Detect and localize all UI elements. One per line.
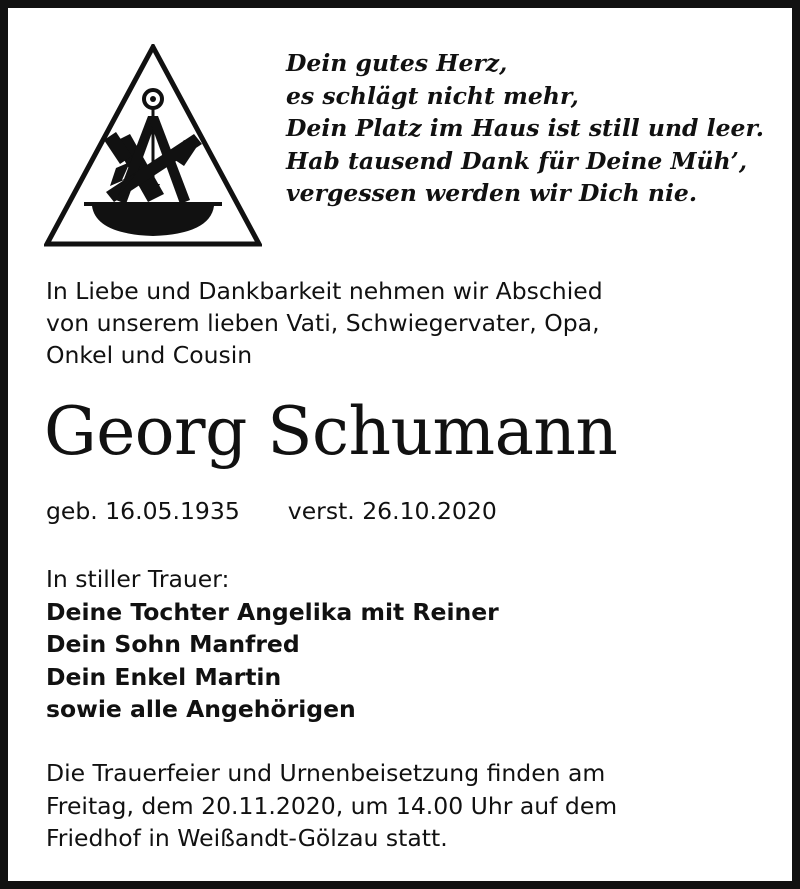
- poem-line: Hab tausend Dank für Deine Müh’,: [286, 146, 748, 175]
- poem-line: Dein Platz im Haus ist still und leer.: [286, 114, 764, 142]
- ceremony-line: Friedhof in Weißandt-Gölzau statt.: [46, 824, 448, 852]
- intro-line: von unserem lieben Vati, Schwiegervater, Opa,: [46, 309, 600, 337]
- intro-line: Onkel und Cousin: [46, 341, 253, 369]
- mourners-heading: In stiller Trauer:: [46, 565, 230, 593]
- mourner-name: Deine Tochter Angelika mit Reiner: [46, 597, 499, 626]
- life-dates: [46, 496, 497, 526]
- compass-square-trowel-triangle-icon: [44, 44, 262, 247]
- memorial-poem: [286, 47, 764, 210]
- ceremony-line: Freitag, dem 20.11.2020, um 14.00 Uhr auf dem: [46, 791, 618, 820]
- birth-date: geb. 16.05.1935: [46, 497, 240, 525]
- farewell-intro: [46, 275, 603, 371]
- mourner-name: Dein Sohn Manfred: [46, 630, 300, 658]
- mourner-name: sowie alle Angehörigen: [46, 695, 356, 723]
- mourners-list: [46, 563, 499, 726]
- death-date: verst. 26.10.2020: [287, 497, 497, 525]
- poem-line: es schlägt nicht mehr,: [286, 81, 579, 110]
- poem-line: Dein gutes Herz,: [286, 49, 508, 77]
- deceased-name: Georg Schumann: [44, 393, 618, 470]
- funeral-details: [46, 757, 617, 855]
- mourner-name: Dein Enkel Martin: [46, 662, 282, 691]
- poem-line: vergessen werden wir Dich nie.: [286, 179, 698, 207]
- ceremony-line: Die Trauerfeier und Urnenbeisetzung finden am: [46, 759, 606, 787]
- intro-line: In Liebe und Dankbarkeit nehmen wir Abschied: [46, 277, 603, 305]
